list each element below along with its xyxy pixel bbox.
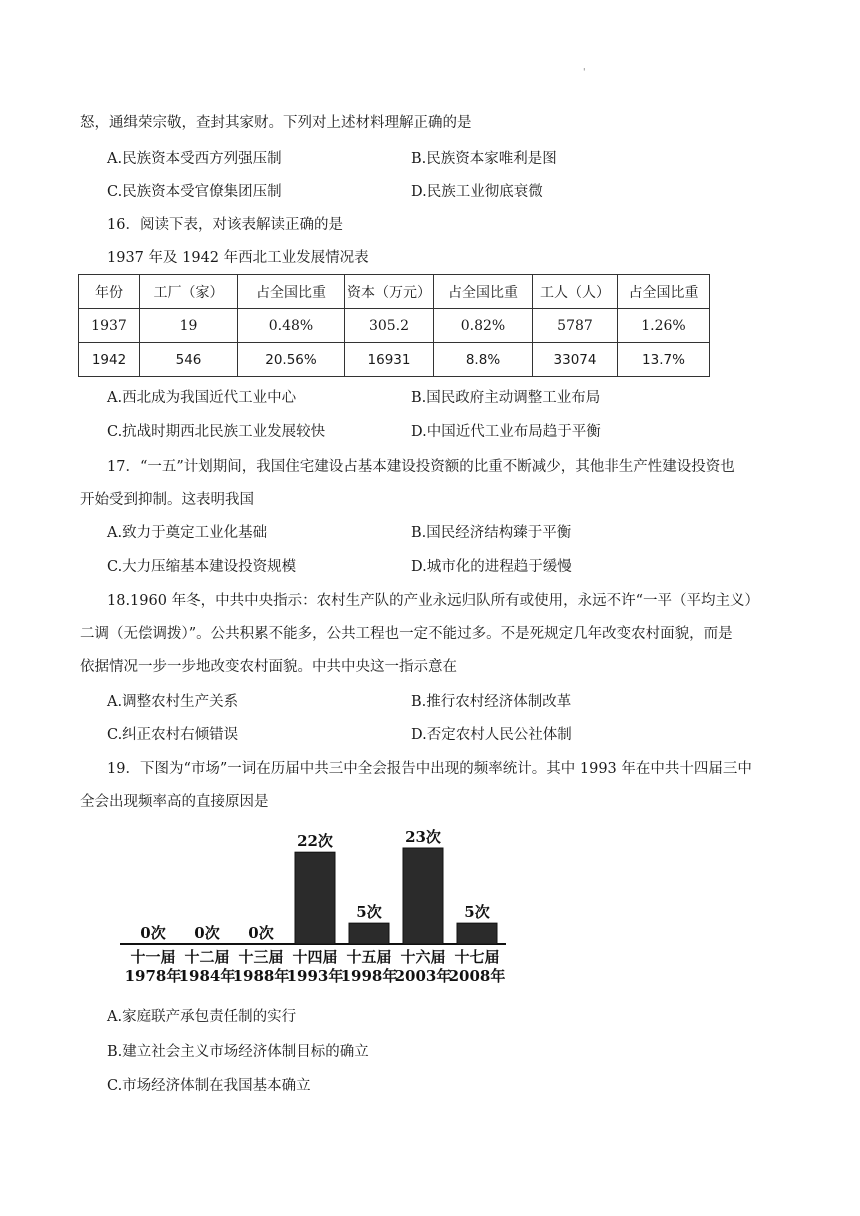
q18-option-b[interactable]: B.推行农村经济体制改革	[411, 694, 572, 710]
table-cell: 13.7%	[618, 343, 710, 377]
x-tick-year-label: 1988年	[232, 967, 290, 985]
bar	[349, 923, 389, 944]
x-tick-year-label: 1984年	[178, 967, 236, 985]
q19-option-c[interactable]: C.市场经济体制在我国基本确立	[107, 1078, 311, 1094]
header-cell: 占全国比重	[238, 275, 345, 309]
q17-option-b[interactable]: B.国民经济结构臻于平衡	[411, 525, 572, 541]
market-frequency-bar-chart	[118, 818, 510, 988]
x-tick-label: 十四届	[292, 948, 338, 966]
data-label: 0次	[194, 924, 220, 942]
table-cell: 0.48%	[238, 309, 345, 343]
data-label: 5次	[356, 903, 382, 922]
q16-option-b[interactable]: B.国民政府主动调整工业布局	[411, 390, 601, 406]
table-cell: 546	[140, 343, 238, 377]
header-cell: 年份	[79, 275, 140, 309]
q19-option-b[interactable]: B.建立社会主义市场经济体制目标的确立	[107, 1044, 369, 1060]
q17-option-d[interactable]: D.城市化的进程趋于缓慢	[411, 559, 572, 575]
table-cell: 1937	[79, 309, 140, 343]
q17-stem-line2: 开始受到抑制。这表明我国	[80, 492, 254, 508]
header-cell: 占全国比重	[434, 275, 533, 309]
q18-stem-line2: 二调（无偿调拨）”。公共积累不能多，公共工程也一定不能过多。不是死规定几年改变农村面貌，而是	[80, 626, 733, 642]
table-cell: 5787	[533, 309, 618, 343]
x-tick-year-label: 2003年	[394, 967, 452, 985]
data-label: 5次	[464, 903, 490, 922]
q19-stem-line1: 19．下图为“市场”一词在历届中共三中全会报告中出现的频率统计。其中 1993 年在中共十四届三中	[107, 761, 752, 777]
table-cell: 0.82%	[434, 309, 533, 343]
q18-option-a[interactable]: A.调整农村生产关系	[107, 694, 239, 710]
q17-option-c[interactable]: C.大力压缩基本建设投资规模	[107, 559, 297, 575]
x-tick-year-label: 2008年	[448, 967, 506, 985]
data-label: 0次	[140, 924, 166, 942]
x-tick-year-label: 1978年	[124, 967, 182, 985]
bar	[403, 848, 443, 944]
data-label: 23次	[405, 828, 441, 846]
q16-option-a[interactable]: A.西北成为我国近代工业中心	[107, 390, 297, 406]
data-label: 22次	[297, 832, 333, 851]
q16-option-d[interactable]: D.中国近代工业布局趋于平衡	[411, 424, 601, 440]
x-tick-label: 十五届	[346, 948, 392, 966]
q15-option-d[interactable]: D.民族工业彻底衰微	[411, 184, 543, 200]
q16-option-c[interactable]: C.抗战时期西北民族工业发展较快	[107, 424, 326, 440]
q16-table-title: 1937 年及 1942 年西北工业发展情况表	[107, 250, 369, 266]
q18-option-c[interactable]: C.纠正农村右倾错误	[107, 727, 239, 743]
x-tick-label: 十六届	[400, 948, 446, 966]
table-cell: 305.2	[345, 309, 434, 343]
x-tick-label: 十三届	[238, 948, 284, 966]
header-cell: 工人（人）	[533, 275, 618, 309]
header-cell: 占全国比重	[618, 275, 710, 309]
page-mark: '	[583, 68, 586, 78]
x-tick-label: 十一届	[130, 948, 176, 966]
q19-stem-line2: 全会出现频率高的直接原因是	[80, 794, 269, 810]
q17-option-a[interactable]: A.致力于奠定工业化基础	[107, 525, 268, 541]
q15-stem: 怒，通缉荣宗敬，查封其家财。下列对上述材料理解正确的是	[80, 115, 472, 131]
q18-option-d[interactable]: D.否定农村人民公社体制	[411, 727, 572, 743]
table-cell: 1.26%	[618, 309, 710, 343]
bar	[457, 923, 497, 944]
table-cell: 19	[140, 309, 238, 343]
table-cell: 33074	[533, 343, 618, 377]
table-header-row	[79, 275, 710, 309]
q17-stem-line1: 17．“一五”计划期间，我国住宅建设占基本建设投资额的比重不断减少，其他非生产性建设投资也	[107, 459, 735, 475]
q15-option-b[interactable]: B.民族资本家唯利是图	[411, 151, 557, 167]
table-cell: 16931	[345, 343, 434, 377]
header-cell: 资本（万元）	[345, 275, 434, 309]
q15-option-a[interactable]: A.民族资本受西方列强压制	[107, 151, 282, 167]
q15-option-c[interactable]: C.民族资本受官僚集团压制	[107, 184, 282, 200]
q16-data-table	[78, 274, 710, 377]
x-tick-label: 十七届	[454, 948, 500, 966]
table-row	[79, 343, 710, 377]
x-tick-year-label: 1998年	[340, 967, 398, 985]
q18-stem-line3: 依据情况一步一步地改变农村面貌。中共中央这一指示意在	[80, 659, 457, 675]
x-tick-label: 十二届	[184, 948, 230, 966]
data-label: 0次	[248, 924, 274, 942]
header-cell: 工厂（家）	[140, 275, 238, 309]
table-cell: 8.8%	[434, 343, 533, 377]
bar	[295, 852, 335, 944]
table-row	[79, 309, 710, 343]
table-cell: 20.56%	[238, 343, 345, 377]
q18-stem-line1: 18.1960 年冬，中共中央指示：农村生产队的产业永远归队所有或使用，永远不许“一平（平均主义）	[107, 593, 759, 609]
q16-stem: 16．阅读下表，对该表解读正确的是	[107, 217, 343, 233]
q19-option-a[interactable]: A.家庭联产承包责任制的实行	[107, 1009, 297, 1025]
x-tick-year-label: 1993年	[286, 967, 344, 985]
table-cell: 1942	[79, 343, 140, 377]
